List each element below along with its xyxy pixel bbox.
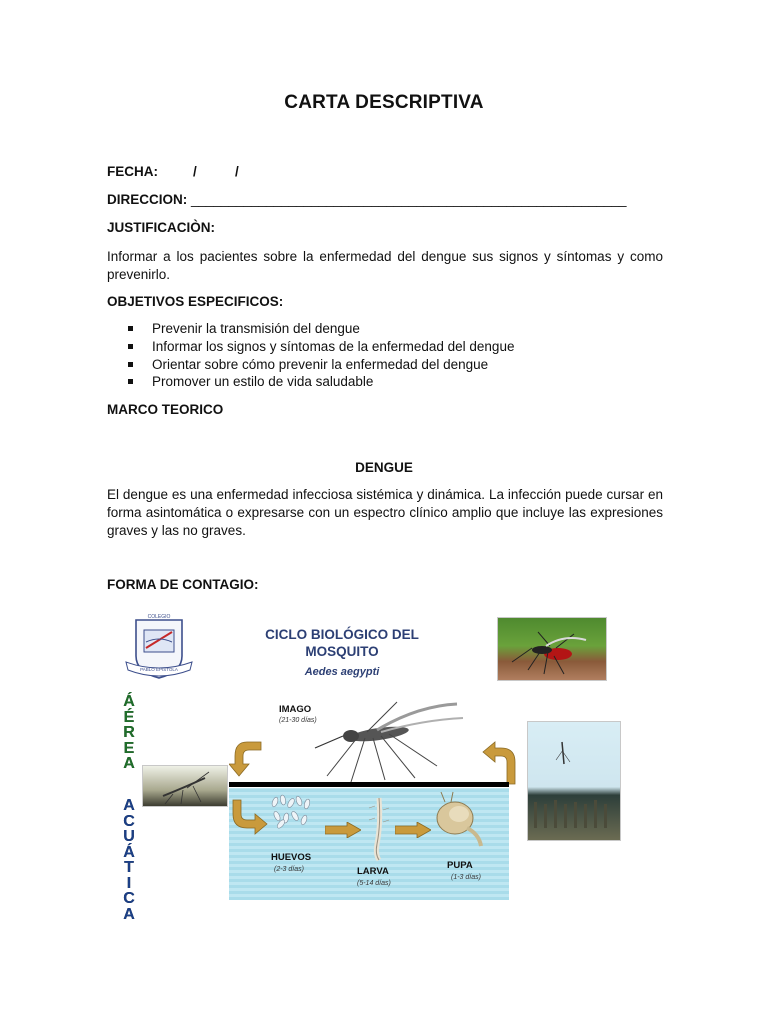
- mosquito-skin-photo: [497, 617, 607, 681]
- adult-mosquito-icon: [307, 696, 467, 786]
- acuatica-letter: A: [123, 905, 135, 923]
- list-item: Informar los signos y síntomas de la enfermedad del dengue: [127, 338, 514, 356]
- aerea-letter: E: [123, 739, 135, 757]
- acuatica-letter: C: [123, 812, 135, 830]
- seal-ribbon-label: PABLO EPISTOLA: [140, 667, 178, 672]
- water-surface-line: [229, 782, 509, 787]
- mosquito-lifecycle-figure: [107, 608, 627, 923]
- school-seal-icon: [124, 612, 194, 684]
- document-title: CARTA DESCRIPTIVA: [284, 92, 484, 113]
- aerea-letter: A: [123, 755, 135, 772]
- imago-days: (21-30 días): [279, 717, 317, 724]
- mosquito-laying-photo: [142, 765, 228, 807]
- curved-arrow-icon: [481, 740, 521, 786]
- seal-label: COLEGIO: [147, 614, 171, 620]
- pupa-icon: [431, 788, 491, 848]
- list-item: Promover un estilo de vida saludable: [127, 373, 514, 391]
- dengue-text: El dengue es una enfermedad infecciosa sistémica y dinámica. La infección puede cursar en forma asintomática o expresarse con un espectro clínico amplio que incluye las expresiones graves y las no graves.: [107, 487, 663, 538]
- direccion-blank: __________________________________________________________: [191, 192, 627, 207]
- huevos-days: (2-3 días): [274, 866, 304, 873]
- acuatica-letter: U: [123, 828, 135, 845]
- direccion-line: [107, 192, 626, 207]
- acuatica-letter: C: [123, 890, 135, 907]
- marco-teorico-heading: MARCO TEORICO: [107, 402, 224, 417]
- acuatica-letter: I: [126, 874, 132, 892]
- pupa-days: (1-3 días): [451, 874, 481, 881]
- aerea-vertical-label: [119, 694, 139, 772]
- forma-contagio-heading: FORMA DE CONTAGIO:: [107, 577, 259, 592]
- eggs-icon: [267, 794, 317, 830]
- fecha-label: FECHA:: [107, 164, 158, 179]
- acuatica-letter: T: [124, 859, 134, 876]
- figure-title: CICLO BIOLÓGICO DEL MOSQUITO: [265, 627, 419, 659]
- direccion-label: DIRECCION:: [107, 192, 188, 207]
- aerea-letter: É: [123, 708, 135, 726]
- dengue-heading: DENGUE: [355, 460, 413, 475]
- fecha-line: [107, 164, 239, 179]
- justificacion-heading: JUSTIFICACIÒN:: [107, 220, 215, 235]
- list-item: Prevenir la transmisión del dengue: [127, 320, 514, 338]
- objetivos-list: [127, 320, 514, 391]
- right-arrow-icon: [395, 822, 431, 838]
- larva-icon: [365, 794, 395, 864]
- fecha-separator-2: /: [235, 164, 239, 179]
- aerea-letter: Á: [123, 693, 135, 710]
- larva-label: LARVA: [357, 866, 389, 877]
- justificacion-text: Informar a los pacientes sobre la enfermedad del dengue sus signos y síntomas y como prevenirlo.: [107, 249, 663, 282]
- acuatica-vertical-label: [119, 798, 139, 922]
- aerea-letter: R: [123, 724, 135, 741]
- right-arrow-icon: [325, 822, 361, 838]
- acuatica-letter: Á: [123, 843, 135, 861]
- larva-days: (5-14 días): [357, 880, 391, 887]
- acuatica-letter: A: [123, 797, 135, 814]
- figure-subtitle: Aedes aegypti: [304, 666, 380, 678]
- list-item: Orientar sobre cómo prevenir la enfermedad del dengue: [127, 356, 514, 374]
- huevos-label: HUEVOS: [271, 852, 312, 863]
- curved-arrow-icon: [229, 738, 265, 778]
- imago-label: IMAGO: [279, 704, 312, 715]
- fecha-separator-1: /: [193, 164, 197, 179]
- larvae-surface-photo: [527, 721, 621, 841]
- pupa-label: PUPA: [447, 860, 473, 871]
- objetivos-heading: OBJETIVOS ESPECIFICOS:: [107, 294, 284, 309]
- curved-arrow-icon: [231, 798, 271, 838]
